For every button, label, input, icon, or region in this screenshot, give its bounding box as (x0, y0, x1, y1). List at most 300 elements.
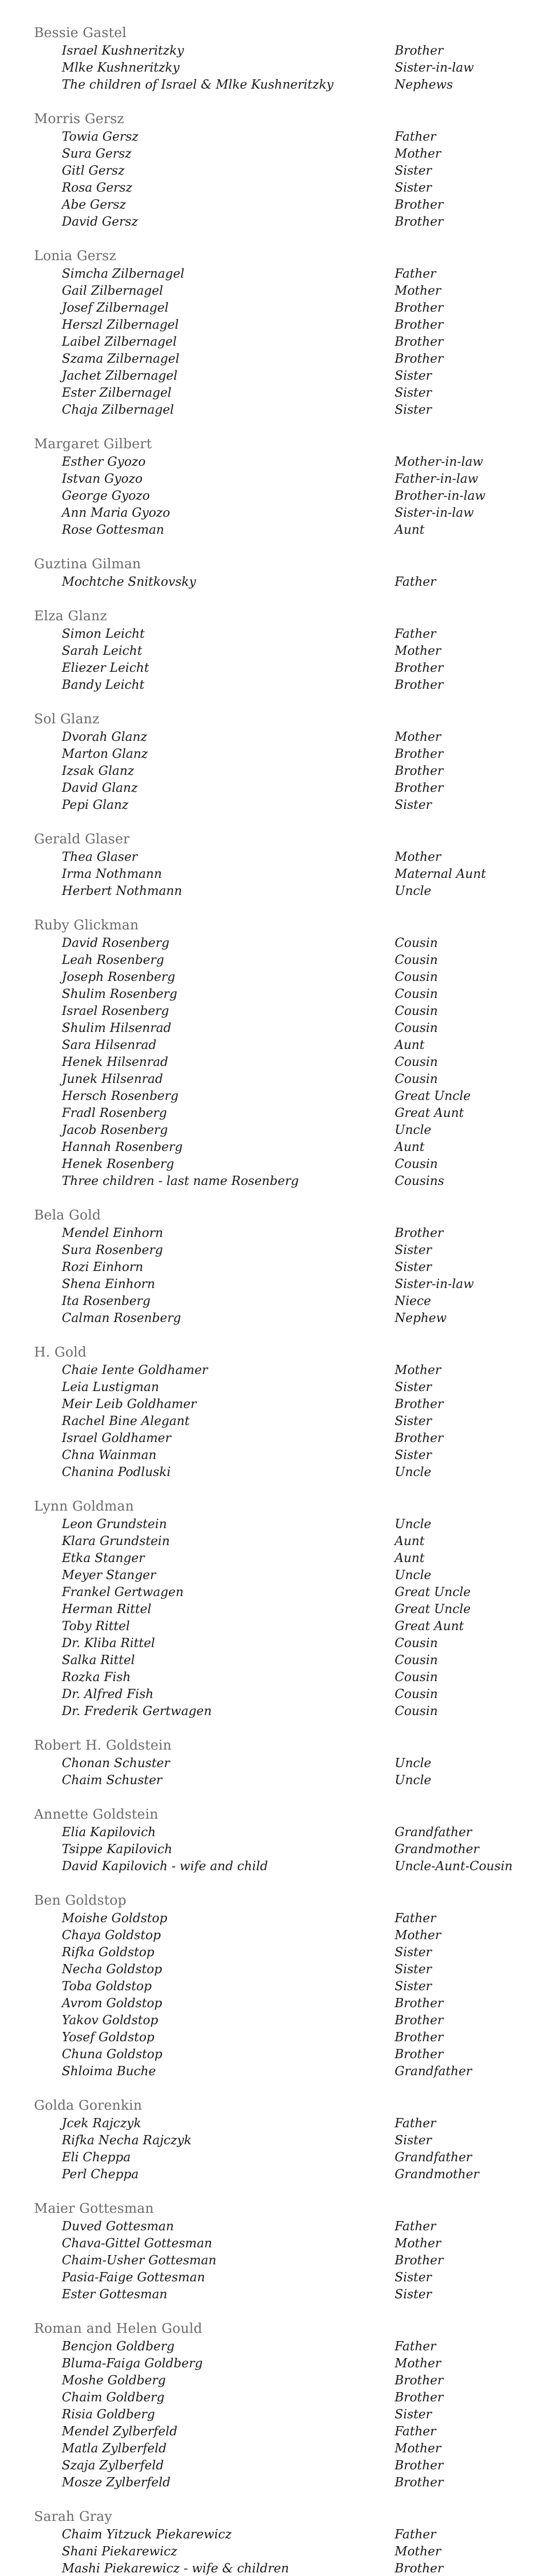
memorial-entry (34, 849, 541, 866)
victim-name: Chaim-Usher Gottesman (62, 2253, 216, 2267)
victim-name: Israel Kushneritzky (62, 43, 184, 58)
victim-name: Salka Rittel (62, 1653, 135, 1667)
relationship: Grandmother (395, 1842, 479, 1856)
relationship: Brother (395, 1397, 444, 1411)
relationship: Brother (395, 1431, 444, 1445)
memorial-entry (34, 2338, 541, 2355)
relationship: Uncle (395, 1123, 432, 1137)
relationship: Brother (395, 660, 444, 675)
victim-name: Rachel Bine Alegant (62, 1414, 190, 1428)
victim-name: Rifka Necha Rajczyk (62, 2133, 192, 2147)
victim-name: David Kapilovich - wife and child (62, 1859, 268, 1873)
relationship: Sister (395, 1260, 432, 1274)
memorial-entry (34, 1054, 541, 1071)
relationship: Sister (395, 1243, 432, 1257)
victim-name: Jcek Rajczyk (62, 2116, 141, 2130)
victim-name: Fradl Rosenberg (62, 1106, 167, 1120)
relationship: Father (395, 2219, 436, 2233)
donor-section (34, 1737, 541, 1789)
memorial-entry (34, 453, 541, 470)
memorial-entry (34, 1652, 541, 1669)
donor-name: Margaret Gilbert (34, 436, 152, 452)
relationship: Cousin (395, 1004, 438, 1018)
victim-name: Klara Grundstein (62, 1534, 170, 1548)
memorial-entry (34, 521, 541, 538)
victim-name: Simcha Zilbernagel (62, 266, 184, 281)
victim-name: Shloima Buche (62, 2064, 156, 2078)
victim-name: Towia Gersz (62, 129, 139, 144)
victim-name: Izsak Glanz (62, 764, 134, 778)
relationship: Cousin (395, 1636, 438, 1650)
relationship: Cousin (395, 1704, 438, 1718)
memorial-entry (34, 1944, 541, 1961)
donor-name: Lonia Gersz (34, 248, 116, 264)
relationship: Brother (395, 2030, 444, 2044)
memorial-entry (34, 1669, 541, 1686)
victim-name: Jachet Zilbernagel (62, 368, 178, 383)
memorial-entry (34, 969, 541, 986)
victim-name: Chaim Yitzuck Piekarewicz (62, 2527, 232, 2541)
relationship: Brother (395, 2458, 444, 2472)
memorial-entry (34, 1584, 541, 1601)
relationship: Sister (395, 385, 432, 400)
victim-name: Simon Leicht (62, 626, 145, 641)
relationship: Nephew (395, 1311, 447, 1325)
victim-name: Calman Rosenberg (62, 1311, 181, 1325)
victim-name: Chuna Goldstop (62, 2047, 163, 2061)
donor-section (34, 2509, 541, 2576)
donor-name: Gerald Glaser (34, 832, 130, 847)
donor-section (34, 608, 541, 693)
relationship: Uncle-Aunt-Cousin (395, 1859, 513, 1873)
relationship: Mother (395, 2544, 441, 2558)
donor-section (34, 1344, 541, 1481)
relationship: Brother (395, 2475, 444, 2489)
victim-name: Moshe Goldberg (62, 2373, 166, 2387)
victim-name: Herman Rittel (62, 1602, 151, 1616)
relationship: Sister (395, 1380, 432, 1394)
memorial-entry (34, 2457, 541, 2474)
relationship: Sister (395, 402, 432, 417)
memorial-entry (34, 1567, 541, 1584)
memorial-entry (34, 1225, 541, 1242)
relationship: Brother (395, 197, 444, 212)
victim-name: Chaja Zilbernagel (62, 402, 174, 417)
donor-name: H. Gold (34, 1345, 87, 1360)
relationship: Brother (395, 2253, 444, 2267)
donor-name: Ben Goldstop (34, 1893, 127, 1908)
memorial-entry (34, 2372, 541, 2389)
victim-name: Rozka Fish (62, 1670, 131, 1684)
memorial-entry (34, 2423, 541, 2440)
relationship: Father (395, 129, 436, 144)
victim-name: Chonan Schuster (62, 1756, 170, 1770)
victim-name: Herszl Zilbernagel (62, 317, 179, 332)
victim-name: David Glanz (62, 781, 138, 795)
victim-name: Ann Maria Gyozo (62, 505, 171, 520)
relationship: Brother (395, 2047, 444, 2061)
victim-name: Shena Einhorn (62, 1277, 155, 1291)
relationship: Brother (395, 351, 444, 366)
memorial-entry (34, 1516, 541, 1533)
relationship: Cousin (395, 1021, 438, 1035)
victim-name: Mashi Piekarewicz - wife & children (62, 2561, 289, 2575)
memorial-entry (34, 1139, 541, 1156)
memorial-entry (34, 1105, 541, 1122)
memorial-entry (34, 145, 541, 162)
relationship: Grandfather (395, 2064, 472, 2078)
relationship: Sister (395, 2287, 432, 2301)
memorial-entry (34, 1447, 541, 1464)
memorial-entry (34, 76, 541, 93)
victim-name: Eli Cheppa (62, 2150, 131, 2164)
memorial-entry (34, 2063, 541, 2080)
memorial-entry (34, 179, 541, 196)
relationship: Sister (395, 368, 432, 383)
relationship: Mother (395, 730, 441, 744)
memorial-entry (34, 986, 541, 1003)
relationship: Uncle (395, 1568, 432, 1582)
relationship: Father (395, 2424, 436, 2438)
memorial-entry (34, 1156, 541, 1173)
relationship: Sister (395, 2407, 432, 2421)
memorial-entry (34, 1772, 541, 1789)
memorial-entry (34, 745, 541, 762)
memorial-entry (34, 2440, 541, 2457)
relationship: Brother (395, 317, 444, 332)
memorial-entry (34, 1413, 541, 1430)
memorial-entry (34, 1037, 541, 1054)
memorial-entry (34, 1088, 541, 1105)
memorial-entry (34, 573, 541, 590)
relationship: Sister (395, 798, 432, 812)
memorial-entry (34, 2269, 541, 2286)
relationship: Nephews (395, 77, 453, 92)
donor-section (34, 1806, 541, 1875)
memorial-entry (34, 504, 541, 521)
memorial-entry (34, 1686, 541, 1703)
memorial-entry (34, 350, 541, 367)
relationship: Sister (395, 1414, 432, 1428)
memorial-entry (34, 2235, 541, 2252)
relationship: Father (395, 2116, 436, 2130)
relationship: Sister-in-law (395, 60, 474, 75)
memorial-entry (34, 883, 541, 900)
relationship: Brother (395, 1996, 444, 2010)
donor-name: Lynn Goldman (34, 1499, 134, 1514)
memorial-entry (34, 1824, 541, 1841)
victim-name: Avrom Goldstop (62, 1996, 162, 2010)
victim-name: David Gersz (62, 214, 138, 229)
victim-name: Rosa Gersz (62, 180, 132, 195)
relationship: Sister (395, 1979, 432, 1993)
donor-section (34, 1498, 541, 1720)
memorial-entry (34, 282, 541, 299)
memorial-entry (34, 2115, 541, 2132)
victim-name: Marton Glanz (62, 747, 148, 761)
relationship: Cousin (395, 1055, 438, 1069)
memorial-entry (34, 2252, 541, 2269)
memorial-entry (34, 367, 541, 384)
memorial-entry (34, 401, 541, 418)
memorial-entry (34, 470, 541, 487)
donor-section (34, 1892, 541, 2080)
victim-name: Sura Rosenberg (62, 1243, 163, 1257)
victim-name: George Gyozo (62, 488, 150, 503)
relationship: Father (395, 266, 436, 281)
victim-name: Szaja Zylberfeld (62, 2458, 164, 2472)
memorial-entry (34, 2526, 541, 2543)
memorial-entry (34, 384, 541, 401)
relationship: Cousin (395, 1687, 438, 1701)
relationship: Niece (395, 1294, 431, 1308)
victim-name: Shulim Rosenberg (62, 987, 177, 1001)
relationship: Mother (395, 2356, 441, 2370)
donor-name: Annette Goldstein (34, 1807, 159, 1822)
relationship: Sister (395, 2133, 432, 2147)
victim-name: Ita Rosenberg (62, 1294, 150, 1308)
relationship: Aunt (395, 1551, 425, 1565)
relationship: Grandfather (395, 2150, 472, 2164)
relationship: Maternal Aunt (395, 867, 486, 881)
victim-name: Ester Gottesman (62, 2287, 167, 2301)
relationship: Father (395, 574, 436, 589)
victim-name: Irma Nothmann (62, 867, 162, 881)
donor-section (34, 917, 541, 1190)
relationship: Great Uncle (395, 1602, 471, 1616)
victim-name: Joseph Rosenberg (62, 970, 175, 984)
memorial-entry (34, 676, 541, 693)
victim-name: Mosze Zylberfeld (62, 2475, 171, 2489)
relationship: Father (395, 626, 436, 641)
victim-name: Yakov Goldstop (62, 2013, 158, 2027)
donor-section (34, 2200, 541, 2303)
relationship: Uncle (395, 1465, 432, 1479)
memorial-entry (34, 1533, 541, 1550)
relationship: Cousin (395, 936, 438, 950)
victim-name: Hersch Rosenberg (62, 1089, 179, 1103)
relationship: Great Uncle (395, 1585, 471, 1599)
memorial-entry (34, 1430, 541, 1447)
relationship: Uncle (395, 884, 432, 898)
victim-name: Leia Lustigman (62, 1380, 159, 1394)
victim-name: Tsippe Kapilovich (62, 1842, 173, 1856)
memorial-entry (34, 1978, 541, 1995)
memorial-entry (34, 1003, 541, 1020)
relationship: Aunt (395, 1534, 425, 1548)
victim-name: Josef Zilbernagel (62, 300, 169, 315)
relationship: Uncle (395, 1773, 432, 1787)
relationship: Aunt (395, 1140, 425, 1154)
victim-name: Hannah Rosenberg (62, 1140, 183, 1154)
victim-name: Ester Zilbernagel (62, 385, 172, 400)
relationship: Grandmother (395, 2167, 479, 2181)
memorial-entry (34, 2543, 541, 2560)
donor-section (34, 831, 541, 900)
memorial-entry (34, 1927, 541, 1944)
victim-name: Frankel Gertwagen (62, 1585, 184, 1599)
victim-name: Pepi Glanz (62, 798, 129, 812)
memorial-entry (34, 866, 541, 883)
memorial-entry (34, 659, 541, 676)
relationship: Brother (395, 334, 444, 349)
victim-name: Mendel Zylberfeld (62, 2424, 178, 2438)
relationship: Great Uncle (395, 1089, 471, 1103)
memorial-entry (34, 1396, 541, 1413)
relationship: Cousin (395, 987, 438, 1001)
victim-name: Henek Hilsenrad (62, 1055, 168, 1069)
donor-section (34, 25, 541, 93)
relationship: Brother (395, 2561, 444, 2575)
relationship: Father (395, 1911, 436, 1925)
victim-name: Chaim Goldberg (62, 2390, 165, 2404)
memorial-entry (34, 1961, 541, 1978)
relationship: Aunt (395, 522, 425, 537)
victim-name: Rifka Goldstop (62, 1945, 155, 1959)
victim-name: Henek Rosenberg (62, 1157, 174, 1171)
donor-name: Elza Glanz (34, 608, 107, 624)
donor-name: Sarah Gray (34, 2509, 112, 2524)
victim-name: Leon Grundstein (62, 1517, 167, 1531)
memorial-entry (34, 1293, 541, 1310)
memorial-entry (34, 1020, 541, 1037)
memorial-entry (34, 2406, 541, 2423)
victim-name: Pasia-Faige Gottesman (62, 2270, 205, 2284)
relationship: Mother (395, 2441, 441, 2455)
relationship: Father (395, 2339, 436, 2353)
victim-name: Abe Gersz (62, 197, 126, 212)
memorial-entry (34, 642, 541, 659)
memorial-entry (34, 1910, 541, 1927)
memorial-entry (34, 1242, 541, 1259)
relationship: Brother (395, 43, 444, 58)
victim-name: Thea Glaser (62, 850, 138, 864)
victim-name: Dr. Kliba Rittel (62, 1636, 155, 1650)
relationship: Sister-in-law (395, 505, 474, 520)
victim-name: Necha Goldstop (62, 1962, 162, 1976)
victim-name: Chaya Goldstop (62, 1928, 161, 1942)
relationship: Grandfather (395, 1825, 472, 1839)
memorial-entry (34, 59, 541, 76)
victim-name: Esther Gyozo (62, 454, 146, 469)
relationship: Brother (395, 2390, 444, 2404)
relationship: Mother (395, 850, 441, 864)
memorial-entry (34, 2132, 541, 2149)
memorial-entry (34, 2149, 541, 2166)
relationship: Brother (395, 781, 444, 795)
relationship: Sister-in-law (395, 1277, 474, 1291)
relationship: Brother (395, 214, 444, 229)
relationship: Brother (395, 300, 444, 315)
victim-name: Toby Rittel (62, 1619, 130, 1633)
relationship: Sister (395, 163, 432, 178)
relationship: Sister (395, 1945, 432, 1959)
memorial-entry (34, 952, 541, 969)
victim-name: Rose Gottesman (62, 522, 164, 537)
relationship: Cousin (395, 970, 438, 984)
relationship: Cousin (395, 1670, 438, 1684)
relationship: Great Aunt (395, 1106, 464, 1120)
memorial-entry (34, 42, 541, 59)
memorial-entry (34, 2560, 541, 2576)
victim-name: Shulim Hilsenrad (62, 1021, 172, 1035)
relationship: Sister (395, 1962, 432, 1976)
relationship: Brother (395, 677, 444, 692)
relationship: Brother (395, 2013, 444, 2027)
relationship: Sister (395, 2270, 432, 2284)
victim-name: Yosef Goldstop (62, 2030, 155, 2044)
victim-name: Matla Zylberfeld (62, 2441, 167, 2455)
relationship: Cousin (395, 1157, 438, 1171)
relationship: Father-in-law (395, 471, 478, 486)
memorial-entry (34, 333, 541, 350)
relationship: Mother (395, 2236, 441, 2250)
memorial-entry (34, 762, 541, 779)
relationship: Brother (395, 2373, 444, 2387)
relationship: Brother (395, 747, 444, 761)
memorial-entry (34, 779, 541, 796)
victim-name: Meyer Stanger (62, 1568, 156, 1582)
donor-name: Roman and Helen Gould (34, 2321, 202, 2336)
victim-name: Dr. Frederik Gertwagen (62, 1704, 212, 1718)
victim-name: Toba Goldstop (62, 1979, 152, 1993)
memorial-entry (34, 1841, 541, 1858)
memorial-entry (34, 213, 541, 230)
donor-name: Bela Gold (34, 1208, 101, 1223)
victim-name: Jacob Rosenberg (62, 1123, 168, 1137)
donor-name: Guztina Gilman (34, 556, 141, 572)
memorial-entry (34, 1601, 541, 1618)
memorial-entry (34, 128, 541, 145)
victim-name: Bluma-Faiga Goldberg (62, 2356, 203, 2370)
relationship: Sister (395, 1448, 432, 1462)
memorial-entry (34, 1259, 541, 1276)
relationship: Mother (395, 643, 441, 658)
memorial-entry (34, 316, 541, 333)
donor-section (34, 2097, 541, 2183)
memorial-entry (34, 1464, 541, 1481)
victim-name: Elia Kapilovich (62, 1825, 156, 1839)
relationship: Aunt (395, 1038, 425, 1052)
donor-section (34, 2320, 541, 2491)
memorial-entry (34, 728, 541, 745)
victim-name: Israel Goldhamer (62, 1431, 171, 1445)
memorial-entry (34, 1276, 541, 1293)
victim-name: Meir Leib Goldhamer (62, 1397, 197, 1411)
donor-section (34, 248, 541, 418)
relationship: Father (395, 2527, 436, 2541)
donor-section (34, 1207, 541, 1327)
victim-name: Istvan Gyozo (62, 471, 143, 486)
relationship: Mother (395, 146, 441, 161)
memorial-entry (34, 2286, 541, 2303)
victim-name: Gail Zilbernagel (62, 283, 163, 298)
donor-section (34, 556, 541, 590)
memorial-entry (34, 1379, 541, 1396)
relationship: Brother (395, 764, 444, 778)
donor-section (34, 436, 541, 538)
relationship: Uncle (395, 1517, 432, 1531)
relationship: Brother-in-law (395, 488, 486, 503)
victim-name: Chava-Gittel Gottesman (62, 2236, 212, 2250)
memorial-entry (34, 935, 541, 952)
donor-name: Golda Gorenkin (34, 2098, 142, 2113)
victim-name: David Rosenberg (62, 936, 170, 950)
donor-name: Robert H. Goldstein (34, 1738, 172, 1753)
memorial-entry (34, 2012, 541, 2029)
victim-name: Chaim Schuster (62, 1773, 162, 1787)
memorial-entry (34, 162, 541, 179)
